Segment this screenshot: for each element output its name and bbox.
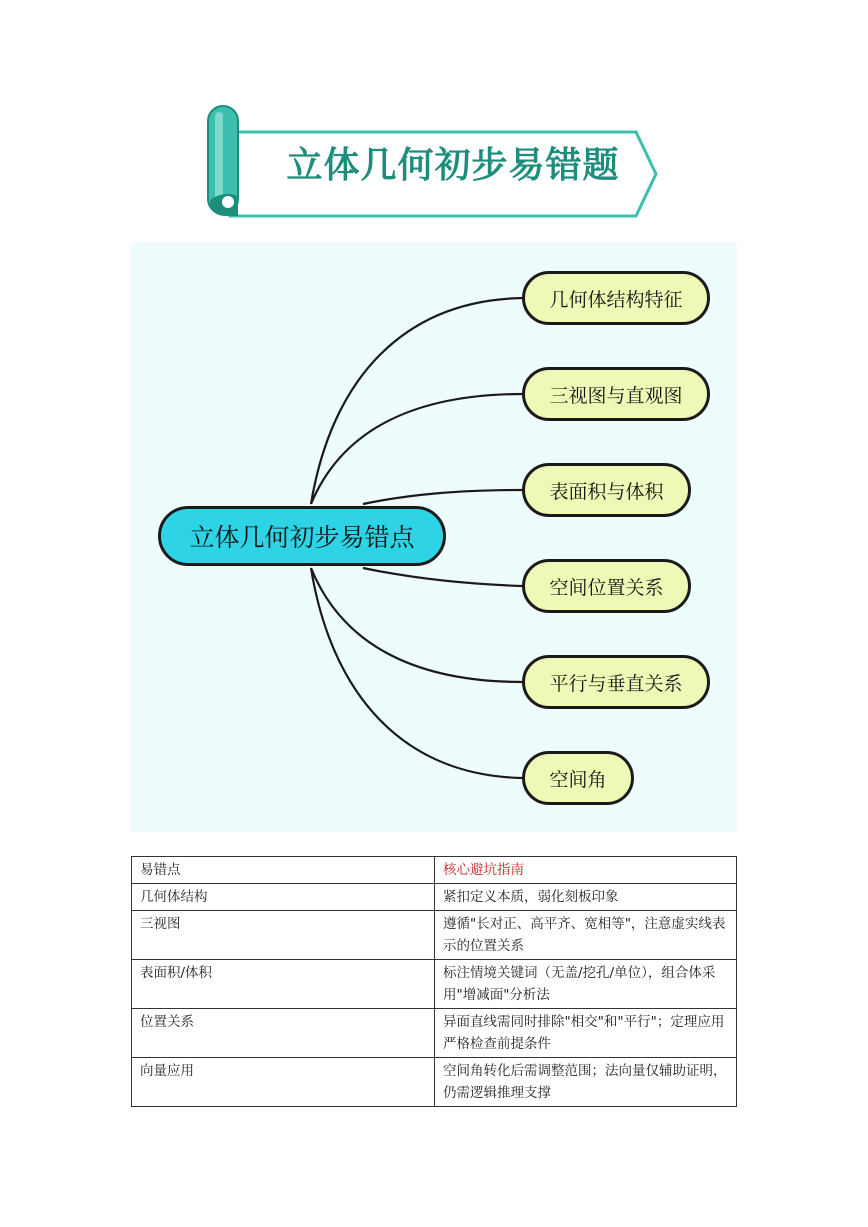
- row-point: 位置关系: [132, 1009, 435, 1058]
- table-row: [132, 1058, 737, 1107]
- branch-three-views: 三视图与直观图: [522, 367, 710, 421]
- table-row: [132, 911, 737, 960]
- connector-4: [363, 568, 523, 586]
- row-guide: 标注情境关键词（无盖/挖孔/单位），组合体采用"增减面"分析法: [435, 960, 737, 1009]
- row-guide: 异面直线需同时排除"相交"和"平行"；定理应用严格检查前提条件: [435, 1009, 737, 1058]
- header-guide: 核心避坑指南: [435, 857, 737, 884]
- title-banner: [206, 104, 660, 220]
- table-row: [132, 1009, 737, 1058]
- table-row: [132, 884, 737, 911]
- header-point: 易错点: [132, 857, 435, 884]
- row-point: 三视图: [132, 911, 435, 960]
- table-row: [132, 960, 737, 1009]
- mind-map-root: 立体几何初步易错点: [158, 506, 446, 566]
- branch-structure: 几何体结构特征: [522, 271, 710, 325]
- row-point: 向量应用: [132, 1058, 435, 1107]
- connector-2: [311, 394, 523, 504]
- connector-6: [311, 568, 523, 778]
- row-point: 几何体结构: [132, 884, 435, 911]
- row-point: 表面积/体积: [132, 960, 435, 1009]
- branch-area-volume: 表面积与体积: [522, 463, 691, 517]
- row-guide: 空间角转化后需调整范围；法向量仅辅助证明，仍需逻辑推理支撑: [435, 1058, 737, 1107]
- branch-space-angle: 空间角: [522, 751, 634, 805]
- connector-1: [311, 298, 523, 504]
- row-guide: 紧扣定义本质，弱化刻板印象: [435, 884, 737, 911]
- row-guide: 遵循"长对正、高平齐、宽相等"，注意虚实线表示的位置关系: [435, 911, 737, 960]
- page-title: 立体几何初步易错题: [286, 144, 620, 186]
- table-header-row: [132, 857, 737, 884]
- tips-table: [131, 856, 737, 1107]
- branch-position: 空间位置关系: [522, 559, 691, 613]
- branch-parallel-perpendicular: 平行与垂直关系: [522, 655, 710, 709]
- mind-map: [131, 242, 737, 832]
- connector-3: [363, 490, 523, 504]
